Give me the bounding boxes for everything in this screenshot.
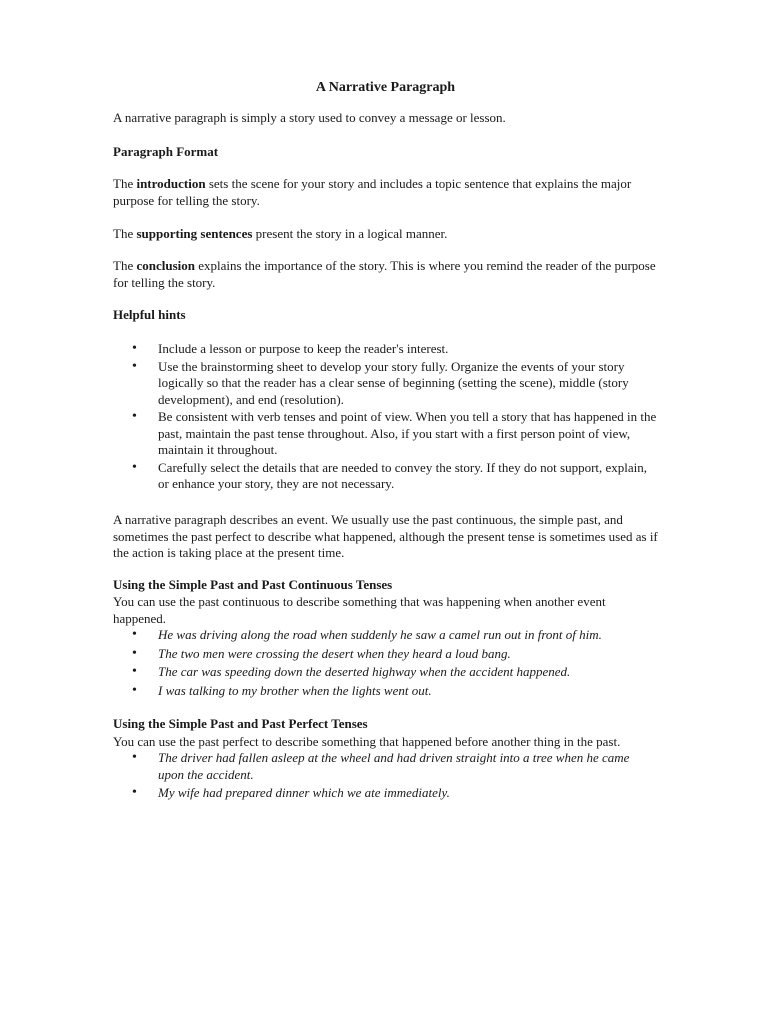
section1-text: You can use the past continuous to describe something that was happening when another event happened. <box>113 594 606 626</box>
conclusion-term: conclusion <box>136 258 195 273</box>
list-item: • I was talking to my brother when the lights went out. <box>113 683 658 700</box>
introduction-term: introduction <box>136 176 206 191</box>
supporting-prefix: The <box>113 226 137 241</box>
section2-text: You can use the past perfect to describe something that happened before another thing in the past. <box>113 734 621 749</box>
list-item: • Use the brainstorming sheet to develop your story fully. Organize the events of your story logically so that the reader has a clear sense of beginning (setting the scene), middle (story development), and end (resolution). <box>113 359 658 409</box>
conclusion-paragraph <box>113 258 658 291</box>
conclusion-prefix: The <box>113 258 137 273</box>
list-item: • Include a lesson or purpose to keep the reader's interest. <box>113 341 658 358</box>
section1-examples <box>113 627 658 701</box>
introduction-prefix: The <box>113 176 137 191</box>
conclusion-rest: explains the importance of the story. This is where you remind the reader of the purpose for telling the story. <box>113 258 656 290</box>
list-item: • Be consistent with verb tenses and point of view. When you tell a story that has happened in the past, maintain the past tense throughout. Also, if you start with a first person point of view, maintain it throughout. <box>113 409 658 459</box>
intro-paragraph: A narrative paragraph is simply a story used to convey a message or lesson. <box>113 110 506 125</box>
section2-heading: Using the Simple Past and Past Perfect Tenses <box>113 716 368 731</box>
list-item: • My wife had prepared dinner which we ate immediately. <box>113 785 658 802</box>
supporting-term: supporting sentences <box>136 226 253 241</box>
format-heading: Paragraph Format <box>113 144 219 159</box>
list-item: • The car was speeding down the deserted highway when the accident happened. <box>113 664 658 681</box>
supporting-rest: present the story in a logical manner. <box>252 226 448 241</box>
section1-heading: Using the Simple Past and Past Continuous Tenses <box>113 577 393 592</box>
supporting-paragraph <box>113 226 658 243</box>
hints-list <box>113 341 658 494</box>
list-item: • Carefully select the details that are needed to convey the story. If they do not support, explain, or enhance your story, they are not necessary. <box>113 460 658 493</box>
list-item: • The two men were crossing the desert when they heard a loud bang. <box>113 646 658 663</box>
document-title: A Narrative Paragraph <box>315 80 456 95</box>
introduction-rest: sets the scene for your story and includes a topic sentence that explains the major purpose for telling the story. <box>113 176 632 208</box>
section2-examples <box>113 750 658 804</box>
describes-paragraph: A narrative paragraph describes an event. We usually use the past continuous, the simple past, and sometimes the past perfect to describe what happened, although the present tense is sometimes used as if the action is taking place at the present time. <box>113 512 658 560</box>
hints-heading: Helpful hints <box>113 307 186 322</box>
list-item: • The driver had fallen asleep at the wheel and had driven straight into a tree when he came upon the accident. <box>113 750 658 783</box>
introduction-paragraph <box>113 176 658 209</box>
list-item: • He was driving along the road when suddenly he saw a camel run out in front of him. <box>113 627 658 644</box>
